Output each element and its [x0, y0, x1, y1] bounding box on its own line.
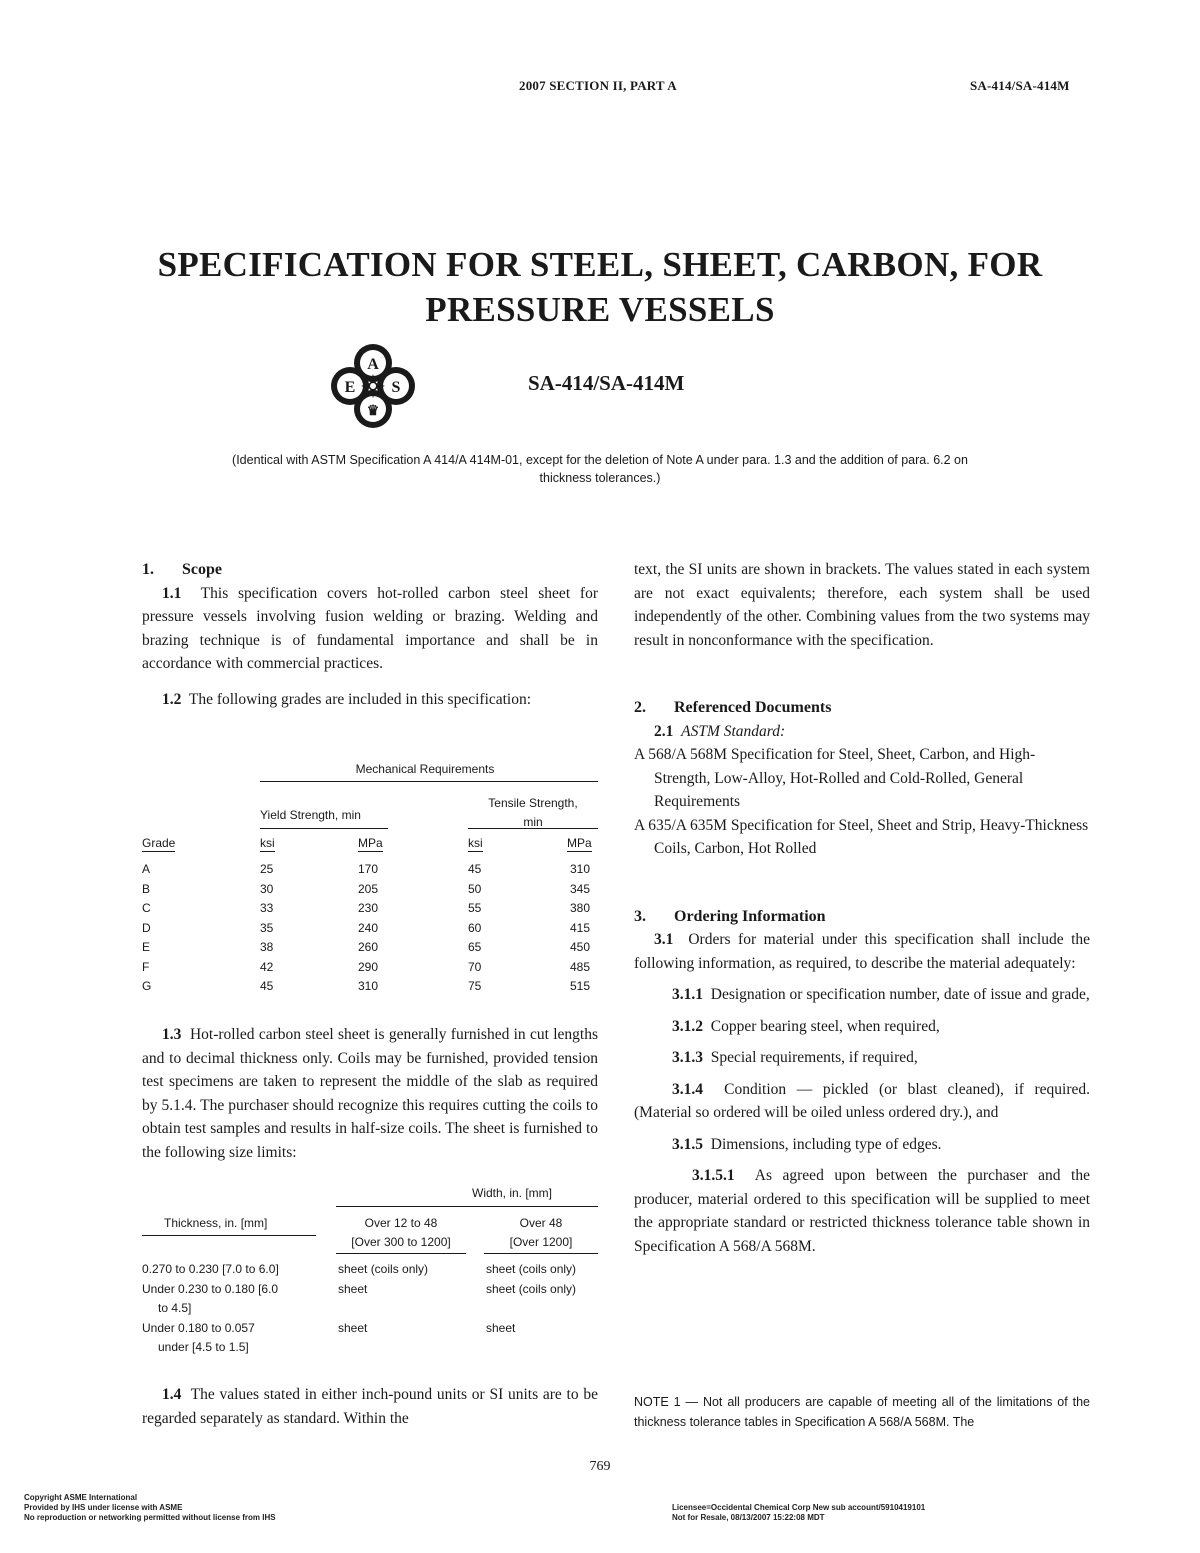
column-header-thickness: Thickness, in. [mm] [164, 1216, 268, 1230]
table-row [142, 901, 598, 921]
cell-yield-ksi: 30 [260, 881, 274, 896]
footer-not-for-resale: Not for Resale, 08/13/2007 15:22:08 MDT [672, 1513, 825, 1522]
paragraph-3-1-1 [634, 983, 1090, 1007]
paragraph-2-1 [634, 720, 1090, 744]
cell-grade: A [142, 862, 151, 876]
column-header-yield-ksi: ksi [260, 836, 275, 850]
spec-designation: SA-414/SA-414M [528, 371, 685, 395]
cell-yield-mpa: 290 [358, 959, 379, 974]
column-header-yield-mpa: MPa [358, 836, 383, 850]
column-header-over-48: Over 48 [519, 1216, 563, 1230]
paragraph-text: Copper bearing steel, when required, [710, 1017, 940, 1035]
tensile-strength-header: Tensile Strength, [488, 796, 578, 810]
cell-tensile-mpa: 345 [570, 881, 591, 896]
paragraph-text: Designation or specification number, date of issue and grade, [710, 986, 1090, 1003]
paragraph-text: Dimensions, including type of edges. [710, 1135, 942, 1153]
table-row [142, 882, 598, 902]
cell-thickness-cont: under [4.5 to 1.5] [158, 1340, 249, 1354]
paragraph-3-1 [634, 928, 1090, 975]
cell-thickness-cont: to 4.5] [158, 1301, 192, 1315]
cell-tensile-ksi: 70 [468, 959, 482, 974]
paragraph-text: Condition — pickled (or blast cleaned), if required. (Material so ordered will be oiled unless ordered dry.), and [634, 1080, 1090, 1121]
paragraph-number: 2.1 [654, 722, 674, 740]
footer-right [672, 1503, 925, 1523]
table-row [142, 979, 598, 999]
identical-note-line-1: (Identical with ASTM Specification A 414/A 414M-01, except for the deletion of Note A under para. 1.3 and the addition of para. 6.2 on [232, 453, 968, 467]
paragraph-3-1-5-1 [634, 1164, 1090, 1258]
paragraph-number: 3.1.2 [672, 1017, 703, 1035]
cell-tensile-mpa: 450 [570, 940, 591, 954]
column-header-tensile-ksi: ksi [468, 836, 483, 850]
footer-provided-by: Provided by IHS under license with ASME [24, 1503, 183, 1512]
footer-copyright: Copyright ASME International [24, 1493, 138, 1502]
paragraph-1-4-continued: text, the SI units are shown in brackets. The values stated in each system are not exact equivalents; therefore, each system shall be used independently of the other. Combining values from the two systems may result in nonconformance with the specification. [634, 561, 1090, 649]
section-title: Scope [182, 561, 222, 578]
section-title: Ordering Information [674, 907, 826, 925]
cell-grade: C [142, 901, 151, 915]
paragraph-number: 3.1.3 [672, 1049, 703, 1066]
svg-text:S: S [391, 379, 401, 396]
paragraph-3-1-3 [634, 1046, 1090, 1070]
title-line-2: PRESSURE VESSELS [425, 290, 775, 329]
section-number: 2. [634, 699, 646, 716]
paragraph-number: 3.1.4 [672, 1080, 703, 1098]
cell-yield-mpa: 170 [358, 862, 379, 876]
section-heading-referenced-documents [634, 696, 1090, 720]
column-header-over-300-to-1200: [Over 300 to 1200] [351, 1235, 451, 1249]
cell-yield-mpa: 230 [358, 901, 379, 915]
page-number: 769 [589, 1459, 611, 1474]
cell-tensile-ksi: 50 [468, 881, 482, 896]
asme-emblem-icon [329, 342, 417, 430]
table-row [142, 960, 598, 980]
cell-tensile-mpa: 485 [570, 959, 591, 974]
cell-yield-ksi: 45 [260, 979, 274, 993]
yield-strength-header: Yield Strength, min [260, 808, 361, 822]
paragraph-1-2 [142, 688, 598, 712]
paragraph-text: This specification covers hot-rolled carbon steel sheet for pressure vessels involving fusion welding or brazing. Welding and brazing technique is of fundamental importance and shall be in accordance with commercial practices. [142, 584, 598, 672]
paragraph-1-3-block [142, 1023, 598, 1164]
page-title [0, 242, 1200, 332]
tensile-strength-header-min: min [523, 815, 543, 829]
cell-yield-ksi: 25 [260, 862, 274, 876]
note-1: NOTE 1 — Not all producers are capable of meeting all of the limitations of the thickness tolerance tables in Specification A 568/A 568M. The [634, 1395, 1090, 1429]
paragraph-1-4-block [142, 1383, 598, 1430]
footer-left [24, 1493, 276, 1523]
cell-width-over-48: sheet [486, 1321, 516, 1335]
paragraph-number: 1.1 [162, 584, 182, 602]
grades-table [142, 760, 598, 1000]
paragraph-number: 3.1.5.1 [692, 1167, 735, 1184]
paragraph-text: Hot-rolled carbon steel sheet is generally furnished in cut lengths and to decimal thickness only. Coils may be furnished, provided tension test specimens are taken to represent the middle of the slab as required by 5.1.4. The purchaser should recognize this requires cutting the coils to obtain test samples and results in half-size coils. The sheet is furnished to the following size limits: [142, 1026, 598, 1161]
paragraph-number: 1.2 [162, 690, 182, 708]
svg-text:A: A [367, 356, 379, 373]
table-row [142, 862, 598, 882]
cell-tensile-ksi: 55 [468, 901, 482, 915]
right-column [634, 558, 1090, 1258]
cell-thickness: Under 0.230 to 0.180 [6.0 [142, 1282, 279, 1296]
title-line-1: SPECIFICATION FOR STEEL, SHEET, CARBON, FOR [157, 245, 1043, 284]
cell-tensile-mpa: 415 [570, 920, 591, 935]
cell-yield-ksi: 42 [260, 959, 274, 974]
paragraph-number: 1.4 [162, 1386, 182, 1403]
section-title: Referenced Documents [674, 699, 832, 716]
column-header-tensile-mpa: MPa [567, 836, 592, 850]
cell-grade: G [142, 979, 152, 993]
paragraph-number: 1.3 [162, 1026, 182, 1043]
footer-no-reproduction: No reproduction or networking permitted without license from IHS [24, 1513, 276, 1522]
cell-tensile-ksi: 75 [468, 979, 482, 993]
column-header-grade: Grade [142, 836, 176, 850]
paragraph-1-1 [142, 582, 598, 676]
cell-tensile-ksi: 60 [468, 920, 482, 935]
cell-grade: F [142, 959, 150, 974]
cell-width-12-48: sheet (coils only) [338, 1262, 429, 1276]
paragraph-number: 3.1 [654, 931, 674, 948]
cell-yield-mpa: 205 [358, 881, 379, 896]
column-header-over-1200: [Over 1200] [509, 1235, 573, 1249]
paragraph-text: Special requirements, if required, [710, 1049, 918, 1066]
paragraph-1-3 [142, 1023, 598, 1164]
cell-yield-mpa: 310 [358, 979, 379, 993]
identical-with-note [170, 451, 1030, 487]
paragraph-text: As agreed upon between the purchaser and the producer, material ordered to this specification will be supplied to meet the appropriate standard or restricted thickness tolerance table shown in Specification A 568/A 568M. [634, 1167, 1090, 1255]
cell-width-12-48: sheet [338, 1321, 368, 1335]
cell-tensile-ksi: 45 [468, 862, 482, 876]
section-number: 3. [634, 907, 646, 925]
section-scope [142, 558, 598, 711]
cell-yield-mpa: 260 [358, 940, 379, 954]
cell-yield-ksi: 35 [260, 920, 274, 935]
paragraph-number: 3.1.5 [672, 1135, 703, 1153]
paragraph-text: ASTM Standard: [681, 722, 786, 740]
reference-a568: A 568/A 568M Specification for Steel, Sheet, Carbon, and High-Strength, Low-Alloy, Hot-Rolled and Cold-Rolled, General Requirements [634, 746, 1036, 810]
cell-grade: E [142, 940, 151, 954]
paragraph-text: The values stated in either inch-pound units or SI units are to be regarded separately as standard. Within the [142, 1386, 598, 1427]
paragraph-3-1-5 [634, 1133, 1090, 1157]
size-limits-table [142, 1186, 598, 1361]
svg-text:♛: ♛ [366, 404, 380, 419]
cell-yield-mpa: 240 [358, 920, 379, 935]
section-heading-ordering-information [634, 905, 1090, 929]
cell-width-12-48: sheet [338, 1282, 368, 1296]
section-number: 1. [142, 561, 154, 578]
running-header-section: 2007 SECTION II, PART A [519, 78, 677, 93]
paragraph-text: The following grades are included in this specification: [188, 690, 532, 708]
running-header-designation: SA-414/SA-414M [970, 78, 1070, 93]
paragraph-3-1-2 [634, 1015, 1090, 1039]
cell-tensile-mpa: 310 [570, 862, 591, 876]
cell-tensile-ksi: 65 [468, 940, 482, 954]
cell-thickness: 0.270 to 0.230 [7.0 to 6.0] [142, 1262, 279, 1276]
width-header: Width, in. [mm] [472, 1186, 553, 1200]
section-heading-scope [142, 558, 598, 582]
cell-grade: D [142, 920, 151, 935]
cell-thickness: Under 0.180 to 0.057 [142, 1321, 255, 1335]
cell-yield-ksi: 38 [260, 940, 274, 954]
cell-yield-ksi: 33 [260, 901, 274, 915]
cell-width-over-48: sheet (coils only) [486, 1282, 577, 1296]
reference-a635: A 635/A 635M Specification for Steel, Sheet and Strip, Heavy-Thickness Coils, Carbon, Hot Rolled [634, 816, 1089, 857]
paragraph-text: Orders for material under this specification shall include the following information, as required, to describe the material adequately: [634, 931, 1091, 972]
cell-tensile-mpa: 380 [570, 901, 591, 915]
table-row [142, 921, 598, 941]
cell-grade: B [142, 881, 151, 896]
cell-width-over-48: sheet (coils only) [486, 1262, 577, 1276]
paragraph-3-1-4 [634, 1078, 1090, 1125]
paragraph-1-4 [142, 1383, 598, 1430]
footer-licensee: Licensee=Occidental Chemical Corp New sub account/5910419101 [672, 1503, 926, 1512]
mechanical-requirements-header: Mechanical Requirements [355, 762, 495, 776]
cell-tensile-mpa: 515 [570, 979, 591, 993]
identical-note-line-2: thickness tolerances.) [539, 471, 661, 485]
svg-text:E: E [344, 379, 356, 396]
column-header-over-12-to-48: Over 12 to 48 [364, 1216, 438, 1230]
table-row [142, 940, 598, 960]
paragraph-number: 3.1.1 [672, 986, 703, 1003]
